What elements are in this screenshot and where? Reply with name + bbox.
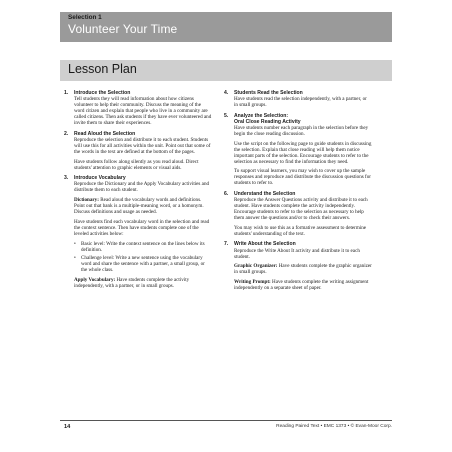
paragraph-text: You may wish to use this as a formative assessment to determine students' understanding of the text. bbox=[234, 224, 367, 237]
step-title-group bbox=[234, 113, 301, 125]
paragraph bbox=[74, 219, 212, 237]
paragraph bbox=[234, 225, 372, 237]
step-title: Introduce the Selection bbox=[74, 90, 131, 96]
step-number: 6. bbox=[224, 190, 229, 197]
paragraph-label: Apply Vocabulary: bbox=[74, 276, 116, 283]
paragraph-text: Use the script on the following page to guide students in discussing the selection. Explain that close reading will help them notice important parts of the selection. Encourage students to refer to the selection as necessary to find the information they need. bbox=[234, 140, 372, 165]
paragraph bbox=[234, 96, 372, 108]
paragraph bbox=[234, 125, 372, 137]
paragraph-text: Reproduce the selection and distribute it to each student. Students will use this for all activities within the unit. Point out that some of the words in the text are defined at the bottom of the pages. bbox=[74, 136, 211, 156]
lesson-step bbox=[224, 241, 372, 291]
bullet-item: • Challenge level: Write a new sentence using the vocabulary word and share the sentence with a partner, a small group, or the whole class. bbox=[81, 255, 212, 273]
step-body bbox=[64, 137, 212, 171]
paragraph bbox=[74, 197, 212, 215]
footer-rule bbox=[60, 420, 392, 421]
paragraph-text: Have students number each paragraph in the selection before they begin the close reading discussion. bbox=[234, 124, 369, 137]
paragraph-text: To support visual learners, you may wish to cover up the sample responses and reproduce and distribute the discussion questions for students to refer to. bbox=[234, 168, 371, 187]
lesson-step bbox=[64, 90, 212, 126]
paragraph bbox=[74, 277, 212, 289]
step-title: Write About the Selection bbox=[234, 241, 296, 248]
step-title: Students Read the Selection bbox=[234, 90, 303, 96]
lesson-step bbox=[224, 90, 372, 108]
paragraph bbox=[234, 263, 372, 275]
step-subtitle: Oral Close Reading Activity bbox=[234, 118, 301, 125]
paragraph bbox=[74, 96, 212, 126]
paragraph-text: Have students complete the graphic organizer in small groups. bbox=[234, 263, 372, 276]
paragraph-text: Reproduce the Dictionary and the Apply Vocabulary activities and distribute them to each student. bbox=[74, 181, 210, 194]
lesson-step bbox=[64, 175, 212, 289]
paragraph-text: Tell students they will read information about how citizens volunteer to help their community. Discuss the meaning of the word citizen and explain that people who live in a community are called citizens. Then ask students if they have ever volunteered and invite them to share their experiences. bbox=[74, 96, 212, 127]
step-title: Read Aloud the Selection bbox=[74, 130, 136, 137]
step-title: Analyze the Selection: bbox=[234, 112, 289, 119]
step-number: 2. bbox=[64, 130, 69, 137]
paragraph-text: Have students read the selection independently, with a partner, or in small groups. bbox=[234, 96, 367, 109]
step-heading bbox=[224, 113, 372, 125]
paragraph-text: Have students find each vocabulary word in the selection and read the context sentence. Then have students complete one of the leveled activities below: bbox=[74, 218, 210, 237]
step-body bbox=[64, 181, 212, 289]
paragraph bbox=[74, 137, 212, 155]
right-column bbox=[224, 90, 372, 296]
paragraph bbox=[234, 141, 372, 165]
step-body bbox=[64, 96, 212, 126]
paragraph-text: Have students follow along silently as you read aloud. Direct students' attention to graphic elements or visual aids. bbox=[74, 158, 199, 171]
step-body bbox=[224, 197, 372, 237]
paragraph-text: Reproduce the Answer Questions activity and distribute it to each student. Have students complete the activity independently. Encourage students to refer to the selection as necessary to help them answer the questions and/or to check their answers. bbox=[234, 197, 368, 222]
paragraph-text: Read aloud the vocabulary words and definitions. Point out that bank is a multiple-meaning word, or a homonym. Discuss definitions and usage as needed. bbox=[74, 197, 204, 216]
step-number: 4. bbox=[224, 90, 229, 96]
step-body bbox=[224, 125, 372, 187]
paragraph-label: Graphic Organizer: bbox=[234, 263, 278, 270]
step-number: 1. bbox=[64, 90, 69, 96]
step-number: 3. bbox=[64, 175, 69, 182]
paragraph-label: Dictionary: bbox=[74, 197, 99, 204]
footer-credit: Reading Paired Text • EMC 1373 • © Evan-Moor Corp. bbox=[276, 424, 392, 429]
paragraph-text: Reproduce the Write About It activity and distribute it to each student. bbox=[234, 247, 360, 260]
paragraph-text: Have students complete the writing assignment independently on a separate sheet of paper. bbox=[234, 278, 369, 291]
lesson-step bbox=[224, 191, 372, 237]
bullet-item: • Basic level: Write the context sentence on the lines below its definition. bbox=[81, 241, 212, 253]
step-title: Introduce Vocabulary bbox=[74, 175, 126, 182]
step-number: 7. bbox=[224, 241, 229, 248]
lesson-plan-title: Lesson Plan bbox=[68, 62, 137, 76]
paragraph bbox=[234, 168, 372, 186]
lesson-step bbox=[64, 131, 212, 171]
paragraph bbox=[74, 159, 212, 171]
paragraph-label: Writing Prompt: bbox=[234, 278, 271, 285]
paragraph bbox=[234, 197, 372, 221]
lesson-step bbox=[224, 113, 372, 187]
paragraph bbox=[234, 279, 372, 291]
page-number: 14 bbox=[64, 424, 71, 430]
bullet-list bbox=[74, 241, 212, 274]
left-column bbox=[64, 90, 212, 294]
step-body bbox=[224, 248, 372, 291]
selection-number: Selection 1 bbox=[68, 14, 102, 21]
paragraph bbox=[74, 181, 212, 193]
paragraph-text: Have students complete the activity independently, with a partner, or in small groups. bbox=[74, 276, 190, 289]
paragraph bbox=[234, 248, 372, 260]
step-number: 5. bbox=[224, 112, 229, 119]
selection-title: Volunteer Your Time bbox=[68, 22, 178, 36]
step-title: Understand the Selection bbox=[234, 190, 296, 197]
step-body bbox=[224, 96, 372, 108]
